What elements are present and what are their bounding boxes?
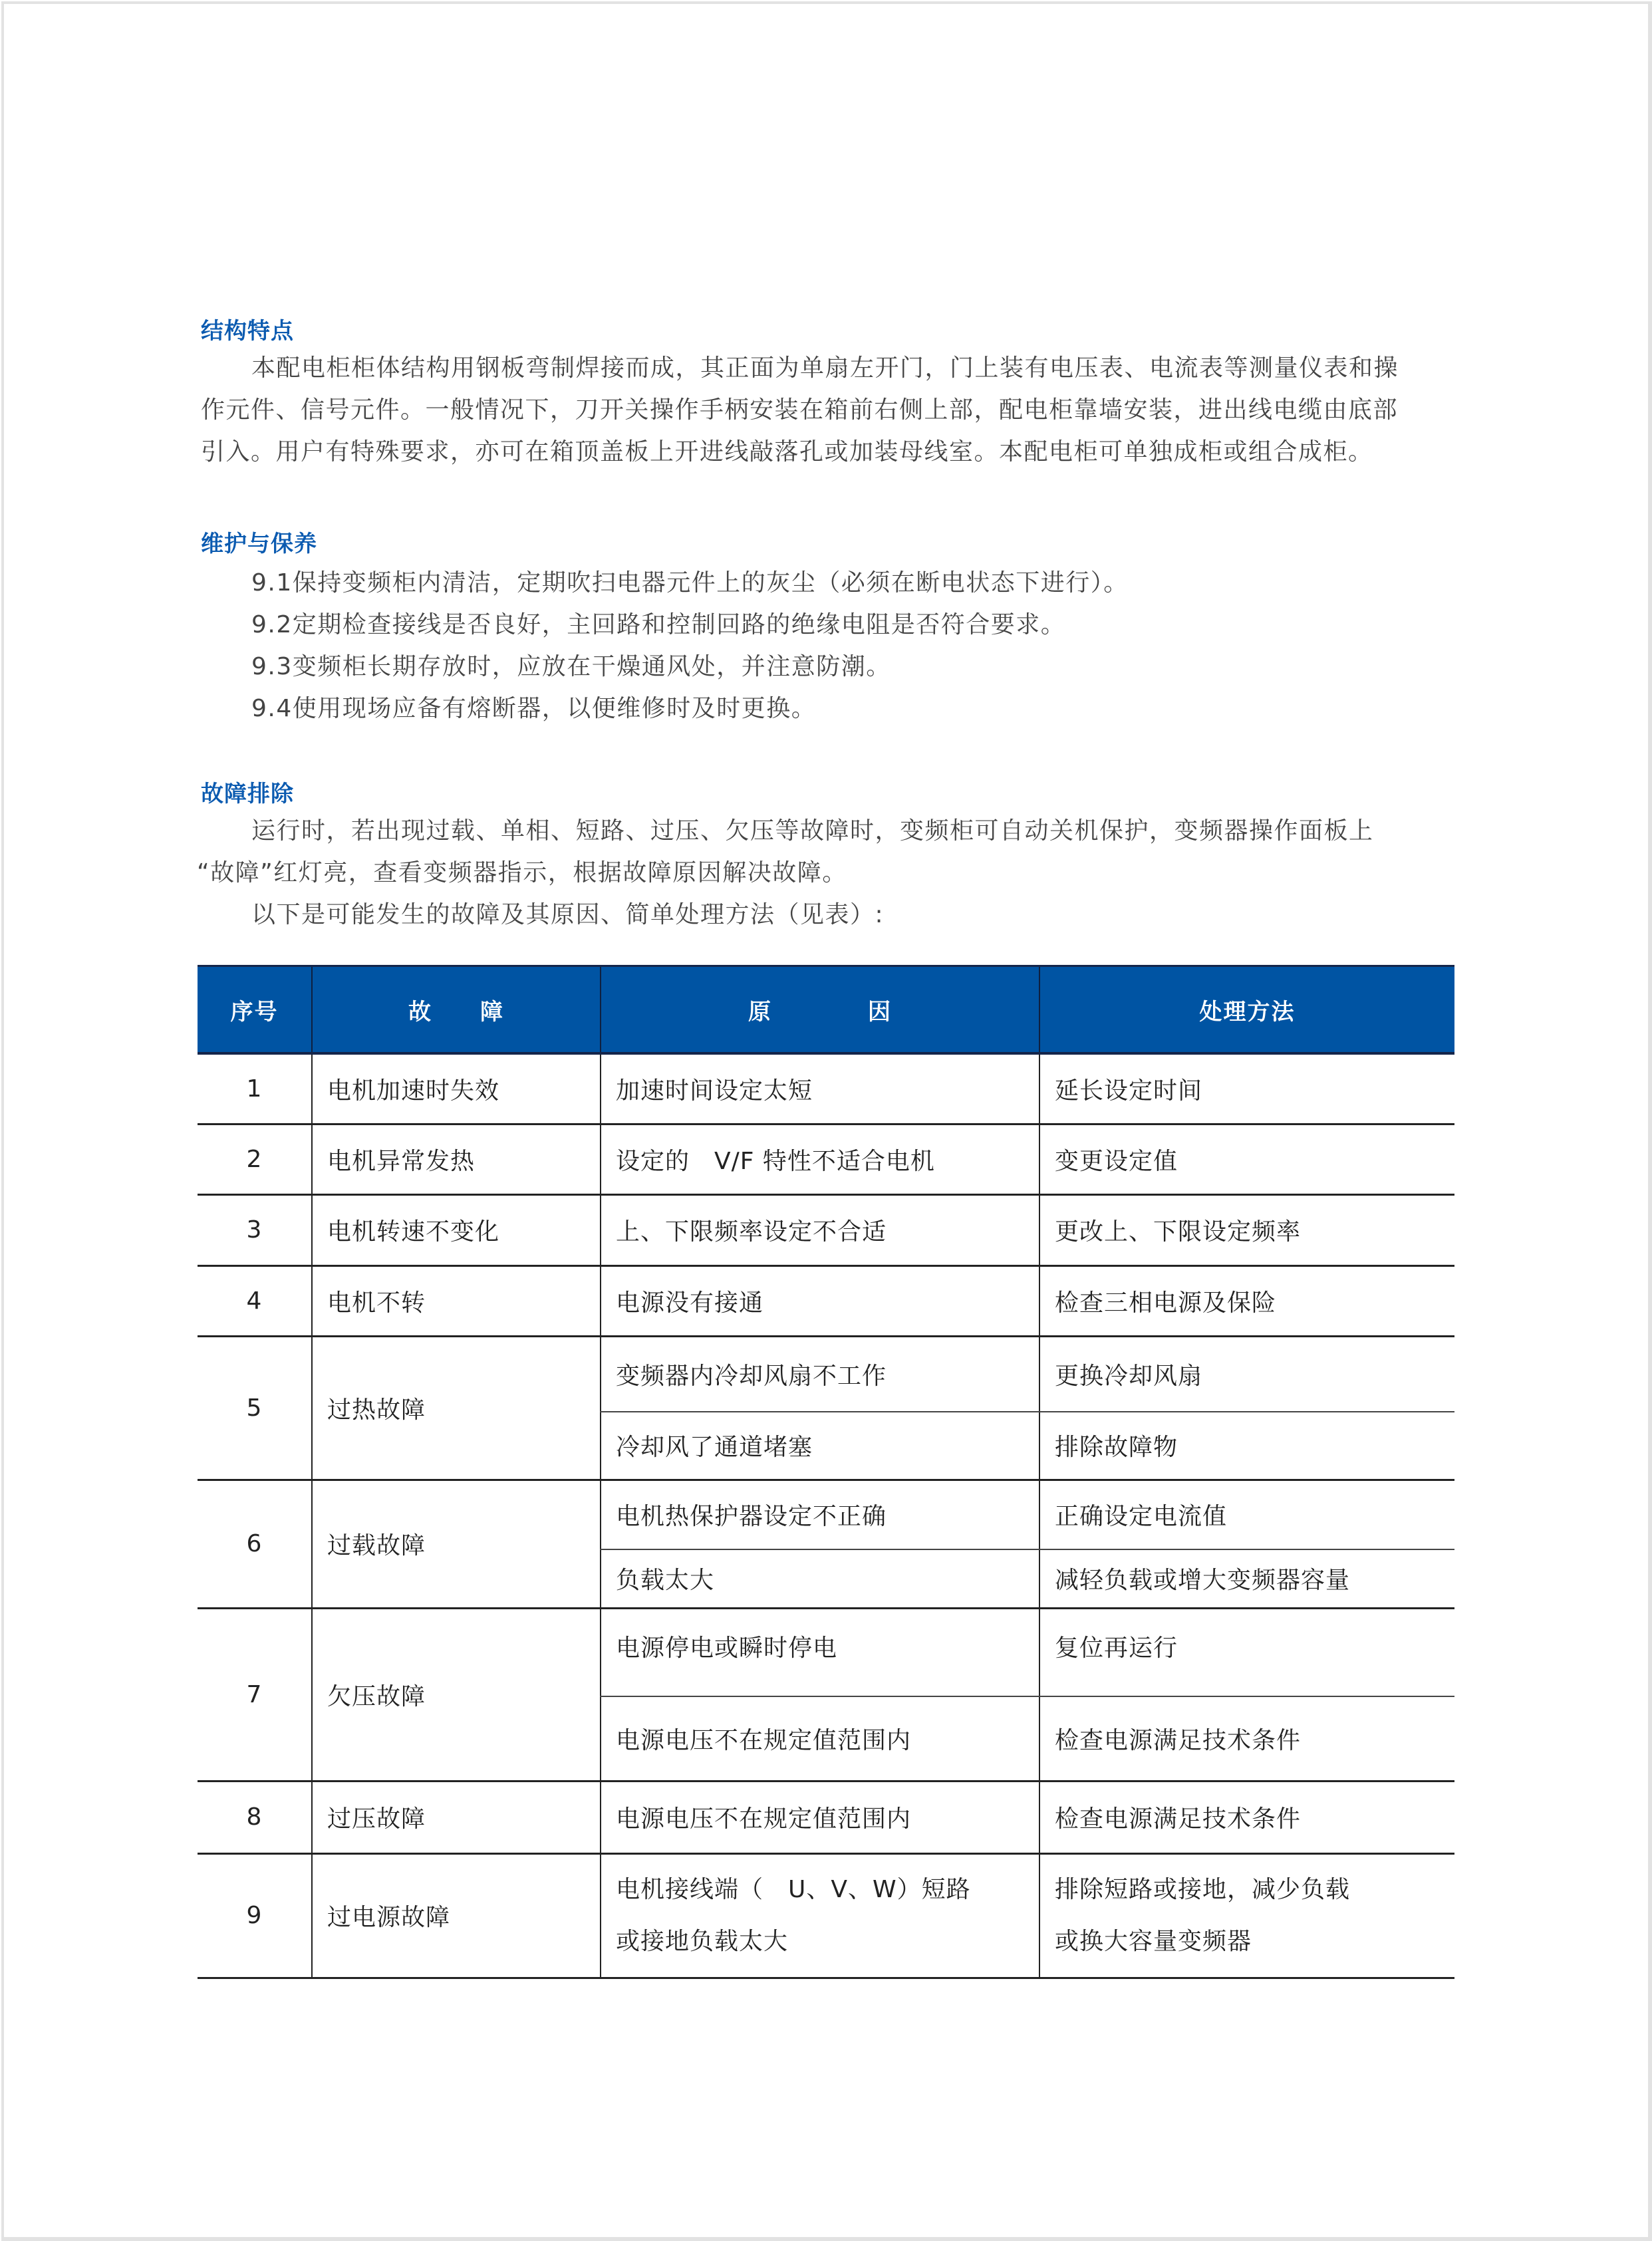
- row-num: 9: [198, 1853, 312, 1978]
- table-row: [198, 1608, 1454, 1696]
- row-fix: 更改上、下限设定频率: [1039, 1194, 1454, 1265]
- table-row: [198, 1781, 1454, 1853]
- table-row: [198, 1053, 1454, 1124]
- row-cause: 负载太大: [601, 1549, 1039, 1608]
- section-title-structure: 结构特点: [201, 318, 294, 344]
- paragraph-line: “故障”红灯亮，查看变频器指示，根据故障原因解决故障。: [197, 859, 847, 886]
- row-fault: 电机异常发热: [312, 1124, 601, 1194]
- header-fault: 故 障: [312, 966, 601, 1054]
- maintenance-item: 9.2定期检查接线是否良好，主回路和控制回路的绝缘电阻是否符合要求。: [251, 611, 1066, 638]
- table-header-row: [198, 966, 1454, 1054]
- paragraph-line: 以下是可能发生的故障及其原因、简单处理方法（见表）:: [251, 901, 885, 928]
- cause-line: 或接地负载太大: [616, 1927, 789, 1955]
- row-cause: 电源电压不在规定值范围内: [601, 1696, 1039, 1781]
- fault-table: [198, 965, 1454, 1979]
- row-fix: 正确设定电流值: [1039, 1480, 1454, 1549]
- row-fault: 电机转速不变化: [312, 1194, 601, 1265]
- row-fault: 过压故障: [312, 1781, 601, 1853]
- row-num: 5: [198, 1336, 312, 1480]
- table-row: [198, 1480, 1454, 1549]
- header-fix: 处理方法: [1039, 966, 1454, 1054]
- row-fix: 更换冷却风扇: [1039, 1336, 1454, 1412]
- row-cause: 电机热保护器设定不正确: [601, 1480, 1039, 1549]
- maintenance-item: 9.4使用现场应备有熔断器，以便维修时及时更换。: [251, 695, 817, 722]
- row-cause: 电源电压不在规定值范围内: [601, 1781, 1039, 1853]
- header-num: 序号: [198, 966, 312, 1054]
- paragraph-line: 本配电柜柜体结构用钢板弯制焊接而成，其正面为单扇左开门，门上装有电压表、电流表等测量仪表和操: [251, 354, 1399, 382]
- row-num: 7: [198, 1608, 312, 1781]
- structure-paragraph: [201, 347, 1451, 473]
- row-num: 6: [198, 1480, 312, 1608]
- paragraph-line: 作元件、信号元件。一般情况下，刀开关操作手柄安装在箱前右侧上部，配电柜靠墙安装，进出线电缆由底部: [201, 396, 1399, 424]
- table-row: [198, 1265, 1454, 1336]
- row-num: 4: [198, 1265, 312, 1336]
- row-cause: 加速时间设定太短: [601, 1053, 1039, 1124]
- row-cause: [601, 1853, 1039, 1978]
- table-row: [198, 1853, 1454, 1978]
- fix-line: 或换大容量变频器: [1055, 1927, 1252, 1955]
- row-fault: 电机不转: [312, 1265, 601, 1336]
- header-cause: 原 因: [601, 966, 1039, 1054]
- paragraph-line: 运行时，若出现过载、单相、短路、过压、欠压等故障时，变频柜可自动关机保护，变频器操作面板上: [251, 817, 1374, 845]
- row-num: 1: [198, 1053, 312, 1124]
- table-row: [198, 1194, 1454, 1265]
- row-fault: 电机加速时失效: [312, 1053, 601, 1124]
- row-num: 8: [198, 1781, 312, 1853]
- row-fix: 减轻负载或增大变频器容量: [1039, 1549, 1454, 1608]
- row-fault: 欠压故障: [312, 1608, 601, 1781]
- row-fix: 检查电源满足技术条件: [1039, 1781, 1454, 1853]
- row-cause: 电源停电或瞬时停电: [601, 1608, 1039, 1696]
- row-cause: 设定的 V/F 特性不适合电机: [601, 1124, 1039, 1194]
- row-fix: 排除故障物: [1039, 1412, 1454, 1480]
- row-num: 2: [198, 1124, 312, 1194]
- row-fix: 检查电源满足技术条件: [1039, 1696, 1454, 1781]
- table-row: [198, 1124, 1454, 1194]
- row-cause: 电源没有接通: [601, 1265, 1039, 1336]
- paragraph-line: 引入。用户有特殊要求，亦可在箱顶盖板上开进线敲落孔或加装母线室。本配电柜可单独成柜或组合成柜。: [201, 438, 1373, 465]
- fix-line: 排除短路或接地，减少负载: [1055, 1875, 1351, 1903]
- row-fault: 过载故障: [312, 1480, 601, 1608]
- maintenance-item: 9.1保持变频柜内清洁，定期吹扫电器元件上的灰尘（必须在断电状态下进行）。: [251, 569, 1129, 596]
- row-fix: 复位再运行: [1039, 1608, 1454, 1696]
- row-fix: [1039, 1853, 1454, 1978]
- cause-line: 电机接线端（ U、V、W）短路: [616, 1875, 971, 1903]
- maintenance-item: 9.3变频柜长期存放时，应放在干燥通风处，并注意防潮。: [251, 653, 891, 680]
- section-title-troubleshooting: 故障排除: [201, 781, 294, 807]
- section-title-maintenance: 维护与保养: [201, 531, 317, 557]
- row-cause: 冷却风了通道堵塞: [601, 1412, 1039, 1480]
- row-cause: 变频器内冷却风扇不工作: [601, 1336, 1039, 1412]
- row-fix: 延长设定时间: [1039, 1053, 1454, 1124]
- table-row: [198, 1336, 1454, 1412]
- row-cause: 上、下限频率设定不合适: [601, 1194, 1039, 1265]
- row-fix: 检查三相电源及保险: [1039, 1265, 1454, 1336]
- row-num: 3: [198, 1194, 312, 1265]
- row-fault: 过电源故障: [312, 1853, 601, 1978]
- row-fault: 过热故障: [312, 1336, 601, 1480]
- row-fix: 变更设定值: [1039, 1124, 1454, 1194]
- troubleshooting-paragraph: [197, 810, 1451, 936]
